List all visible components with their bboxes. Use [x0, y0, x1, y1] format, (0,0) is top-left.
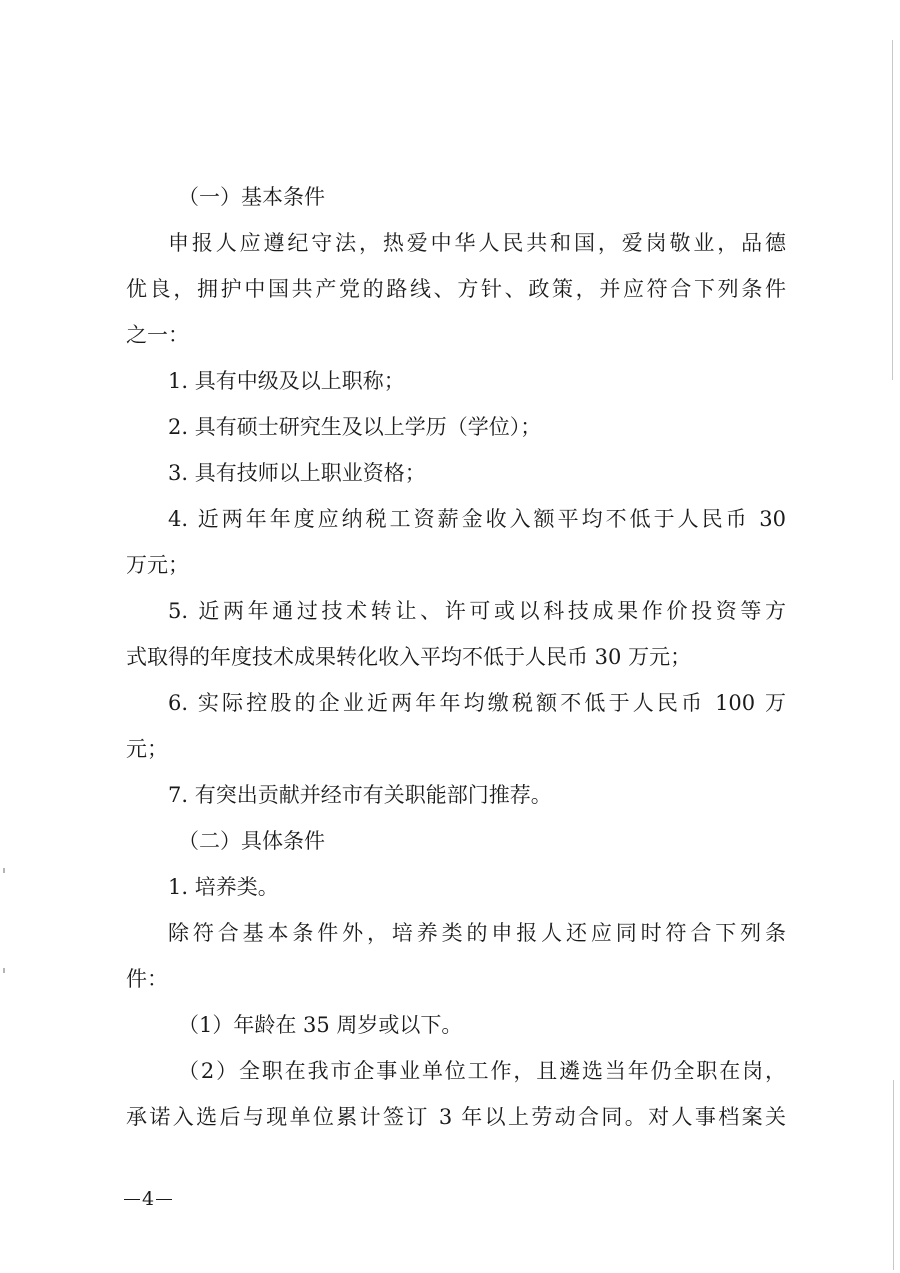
list-item: 1. 具有中级及以上职称； — [168, 369, 405, 393]
scan-edge-line — [892, 40, 893, 380]
subsection-heading: 1. 培养类。 — [168, 875, 279, 899]
page-number-value: 4 — [142, 1188, 155, 1210]
dash-decoration — [156, 1199, 172, 1200]
list-item-continuation: 万元； — [126, 553, 189, 577]
list-item: 2. 具有硕士研究生及以上学历（学位）； — [168, 415, 542, 439]
scan-edge-line — [893, 1080, 894, 1270]
paragraph-line: 申报人应遵纪守法，热爱中华人民共和国，爱岗敬业，品德 — [168, 231, 786, 255]
dash-decoration — [124, 1199, 140, 1200]
list-item: 4. 近两年年度应纳税工资薪金收入额平均不低于人民币 30 — [168, 507, 786, 531]
list-item: 7. 有突出贡献并经市有关职能部门推荐。 — [168, 783, 552, 807]
paragraph-line: 优良，拥护中国共产党的路线、方针、政策，并应符合下列条件 — [126, 277, 786, 301]
document-body — [126, 174, 786, 1140]
section-heading: （二）具体条件 — [178, 829, 325, 853]
list-item-continuation: 式取得的年度技术成果转化收入平均不低于人民币 30 万元； — [126, 645, 692, 669]
paragraph-line: 之一： — [126, 323, 189, 347]
list-item: 3. 具有技师以上职业资格； — [168, 461, 426, 485]
list-item: 6. 实际控股的企业近两年年均缴税额不低于人民币 100 万 — [168, 691, 786, 715]
paragraph-line: 除符合基本条件外，培养类的申报人还应同时符合下列条 — [168, 921, 786, 945]
list-item-continuation: 承诺入选后与现单位累计签订 3 年以上劳动合同。对人事档案关 — [126, 1105, 786, 1129]
scan-mark — [3, 868, 5, 873]
list-item: （2）全职在我市企事业单位工作，且遴选当年仍全职在岗， — [178, 1059, 786, 1083]
page-number — [122, 1187, 174, 1211]
list-item: （1）年龄在 35 周岁或以下。 — [178, 1013, 463, 1037]
list-item-continuation: 元； — [126, 737, 168, 761]
scan-mark — [3, 968, 5, 973]
list-item: 5. 近两年通过技术转让、许可或以科技成果作价投资等方 — [168, 599, 786, 623]
section-heading: （一）基本条件 — [178, 185, 325, 209]
paragraph-line: 件： — [126, 967, 168, 991]
